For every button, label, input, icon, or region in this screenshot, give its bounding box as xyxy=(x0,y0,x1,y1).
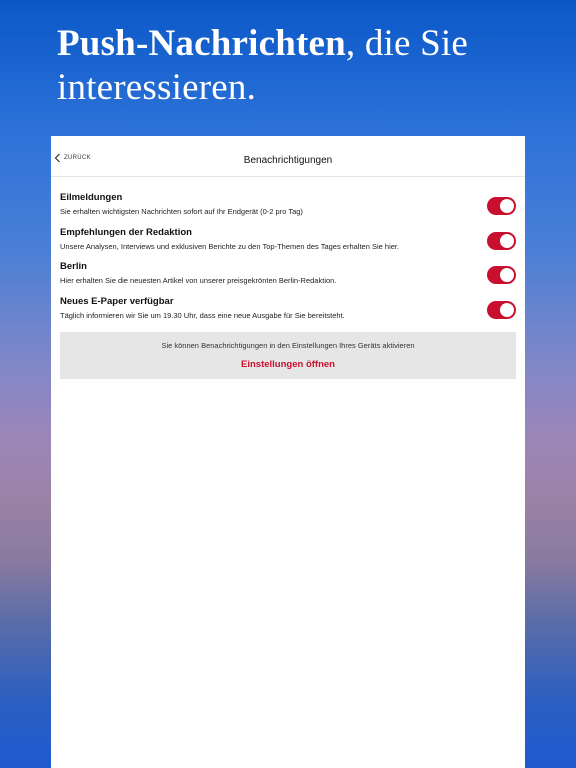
promo-headline xyxy=(57,22,557,110)
setting-row-berlin xyxy=(60,261,516,295)
page-title: Benachrichtigungen xyxy=(243,155,333,166)
notice-text: Sie können Benachrichtigungen in den Einstellungen Ihres Geräts aktivieren xyxy=(161,341,415,350)
setting-description: Täglich informieren wir Sie um 19.30 Uhr, dass eine neue Ausgabe für Sie bereitsteht. xyxy=(60,311,345,320)
toggle-knob xyxy=(500,303,514,317)
notifications-panel xyxy=(51,136,525,768)
berlin-toggle[interactable] xyxy=(487,266,516,284)
setting-title: Neues E-Paper verfügbar xyxy=(60,296,174,307)
setting-description: Unsere Analysen, Interviews und exklusiven Berichte zu den Top-Themen des Tages erhalten Sie hier. xyxy=(60,242,400,251)
setting-row-epaper xyxy=(60,296,516,330)
toggle-knob xyxy=(500,199,514,213)
setting-row-empfehlungen xyxy=(60,227,516,261)
eilmeldungen-toggle[interactable] xyxy=(487,197,516,215)
open-settings-link[interactable]: Einstellungen öffnen xyxy=(241,359,335,370)
setting-description: Sie erhalten wichtigsten Nachrichten sofort auf Ihr Endgerät (0-2 pro Tag) xyxy=(60,207,303,216)
headline-rest: , die Sie xyxy=(345,23,468,64)
headline-bold: Push-Nachrichten xyxy=(57,23,346,64)
headline-line2: interessieren. xyxy=(57,67,257,108)
setting-title: Empfehlungen der Redaktion xyxy=(60,227,192,238)
toggle-knob xyxy=(500,234,514,248)
back-label: ZURÜCK xyxy=(64,155,91,161)
epaper-toggle[interactable] xyxy=(487,301,516,319)
setting-title: Berlin xyxy=(60,261,87,272)
empfehlungen-toggle[interactable] xyxy=(487,232,516,250)
setting-description: Hier erhalten Sie die neuesten Artikel von unserer preisgekrönten Berlin-Redaktion. xyxy=(60,276,337,285)
navigation-bar xyxy=(51,136,525,177)
toggle-knob xyxy=(500,268,514,282)
setting-row-eilmeldungen xyxy=(60,192,516,226)
setting-title: Eilmeldungen xyxy=(60,192,123,203)
settings-notice xyxy=(60,332,516,379)
